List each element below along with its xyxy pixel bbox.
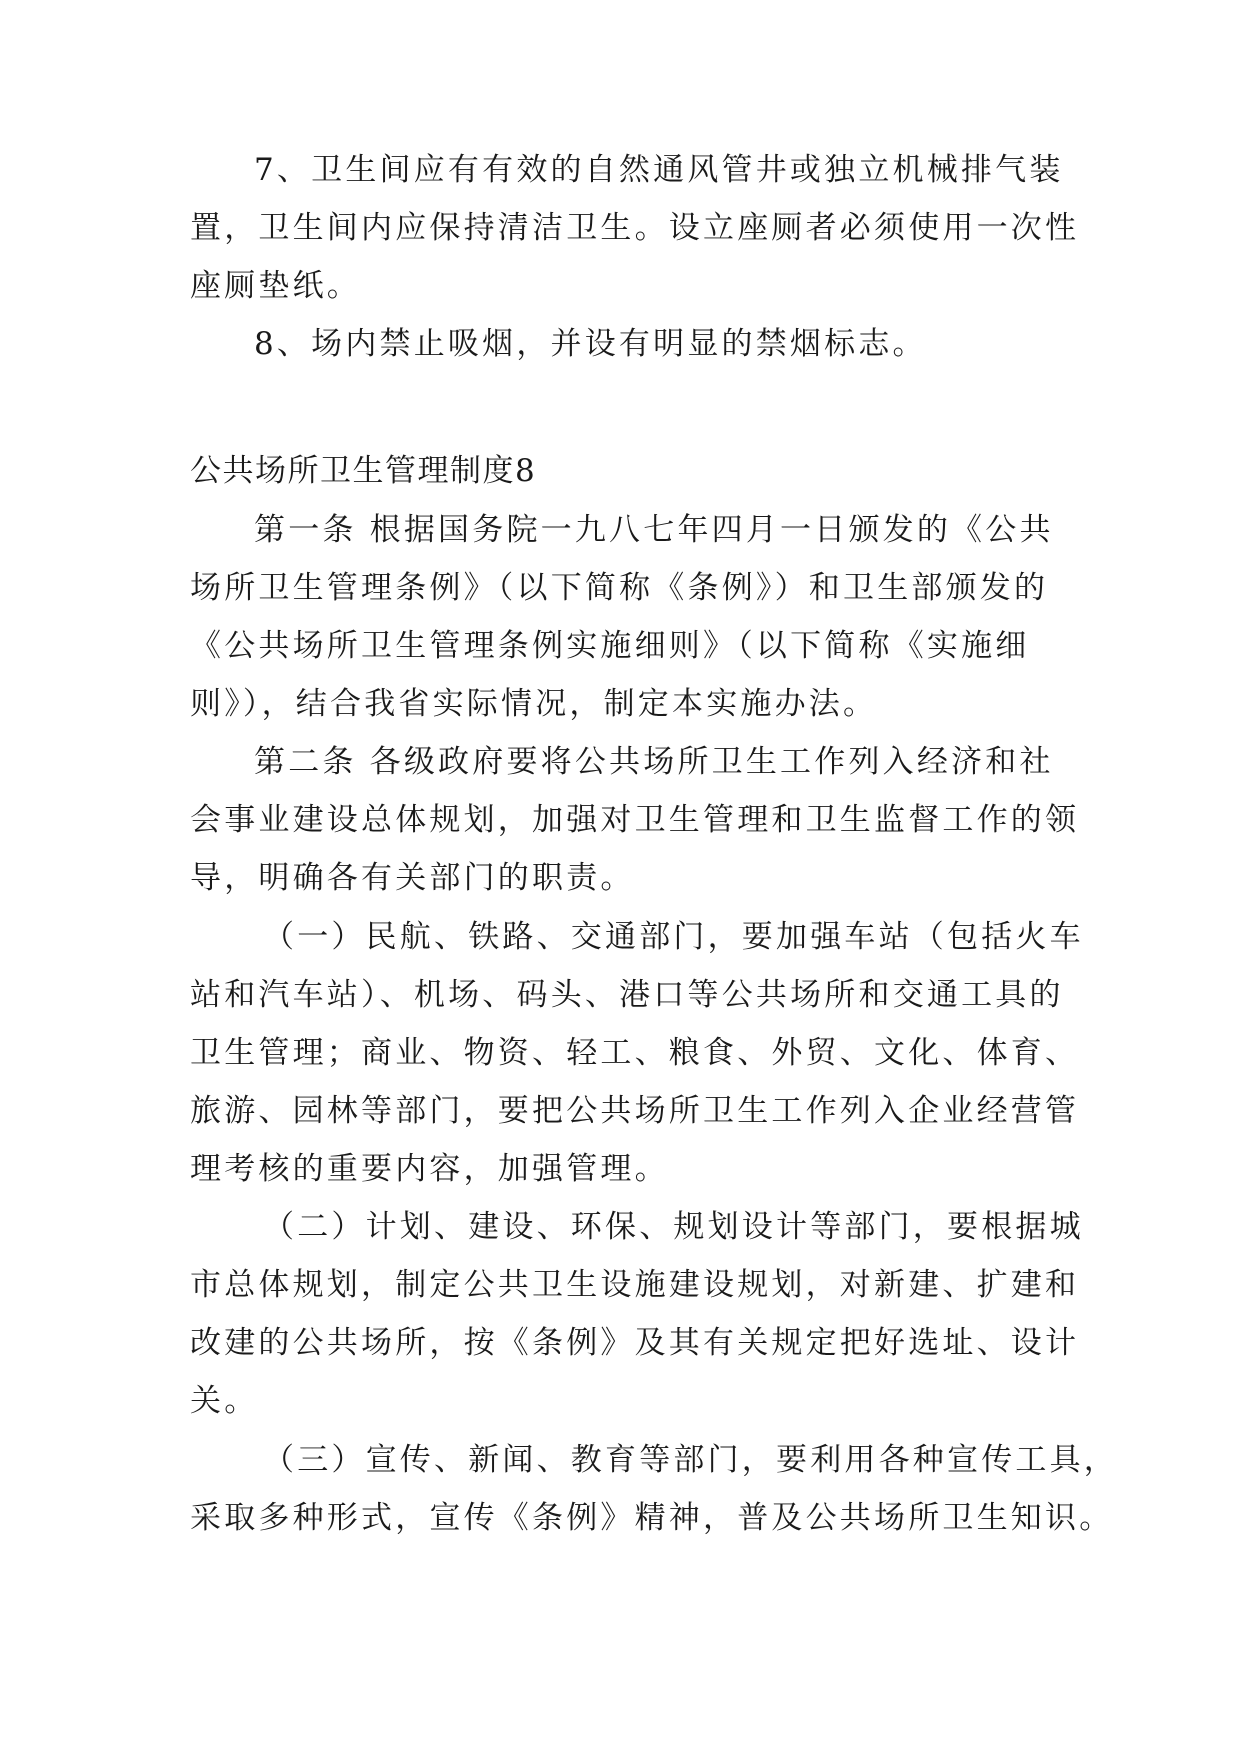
item-3-line-2: 采取多种形式，宣传《条例》精神，普及公共场所卫生知识。: [190, 1500, 1114, 1536]
paragraph-7-line-1: 7、卫生间应有有效的自然通风管井或独立机械排气装: [254, 152, 1064, 188]
paragraph-8-line-1: 8、场内禁止吸烟，并设有明显的禁烟标志。: [254, 326, 927, 362]
item-1-line-3: 卫生管理；商业、物资、轻工、粮食、外贸、文化、体育、: [190, 1035, 1080, 1071]
article-1-line-3: 《公共场所卫生管理条例实施细则》（以下简称《实施细: [190, 628, 1030, 664]
item-1-line-2: 站和汽车站）、机场、码头、港口等公共场所和交通工具的: [190, 977, 1064, 1013]
item-1-line-5: 理考核的重要内容，加强管理。: [190, 1151, 669, 1187]
item-2-line-1: （二）计划、建设、环保、规划设计等部门，要根据城: [263, 1209, 1084, 1245]
item-2-line-3: 改建的公共场所，按《条例》及其有关规定把好选址、设计: [190, 1325, 1080, 1361]
article-1-line-4: 则》），结合我省实际情况，制定本实施办法。: [190, 686, 878, 722]
item-2-line-2: 市总体规划，制定公共卫生设施建设规划，对新建、扩建和: [190, 1267, 1080, 1303]
item-2-line-4: 关。: [190, 1383, 259, 1419]
article-1-line-1: 第一条 根据国务院一九八七年四月一日颁发的《公共: [254, 512, 1054, 548]
item-3-line-1: （三）宣传、新闻、教育等部门，要利用各种宣传工具，: [263, 1442, 1118, 1478]
article-2-line-3: 导，明确各有关部门的职责。: [190, 860, 635, 896]
section-heading: 公共场所卫生管理制度8: [190, 453, 537, 489]
item-1-line-1: （一）民航、铁路、交通部门，要加强车站（包括火车: [263, 919, 1084, 955]
article-2-line-1: 第二条 各级政府要将公共场所卫生工作列入经济和社: [254, 744, 1054, 780]
paragraph-7-line-3: 座厕垫纸。: [190, 268, 361, 304]
item-1-line-4: 旅游、园林等部门，要把公共场所卫生工作列入企业经营管: [190, 1093, 1080, 1129]
article-2-line-2: 会事业建设总体规划，加强对卫生管理和卫生监督工作的领: [190, 802, 1080, 838]
article-1-line-2: 场所卫生管理条例》（以下简称《条例》）和卫生部颁发的: [190, 570, 1049, 606]
paragraph-7-line-2: 置，卫生间内应保持清洁卫生。设立座厕者必须使用一次性: [190, 210, 1080, 246]
